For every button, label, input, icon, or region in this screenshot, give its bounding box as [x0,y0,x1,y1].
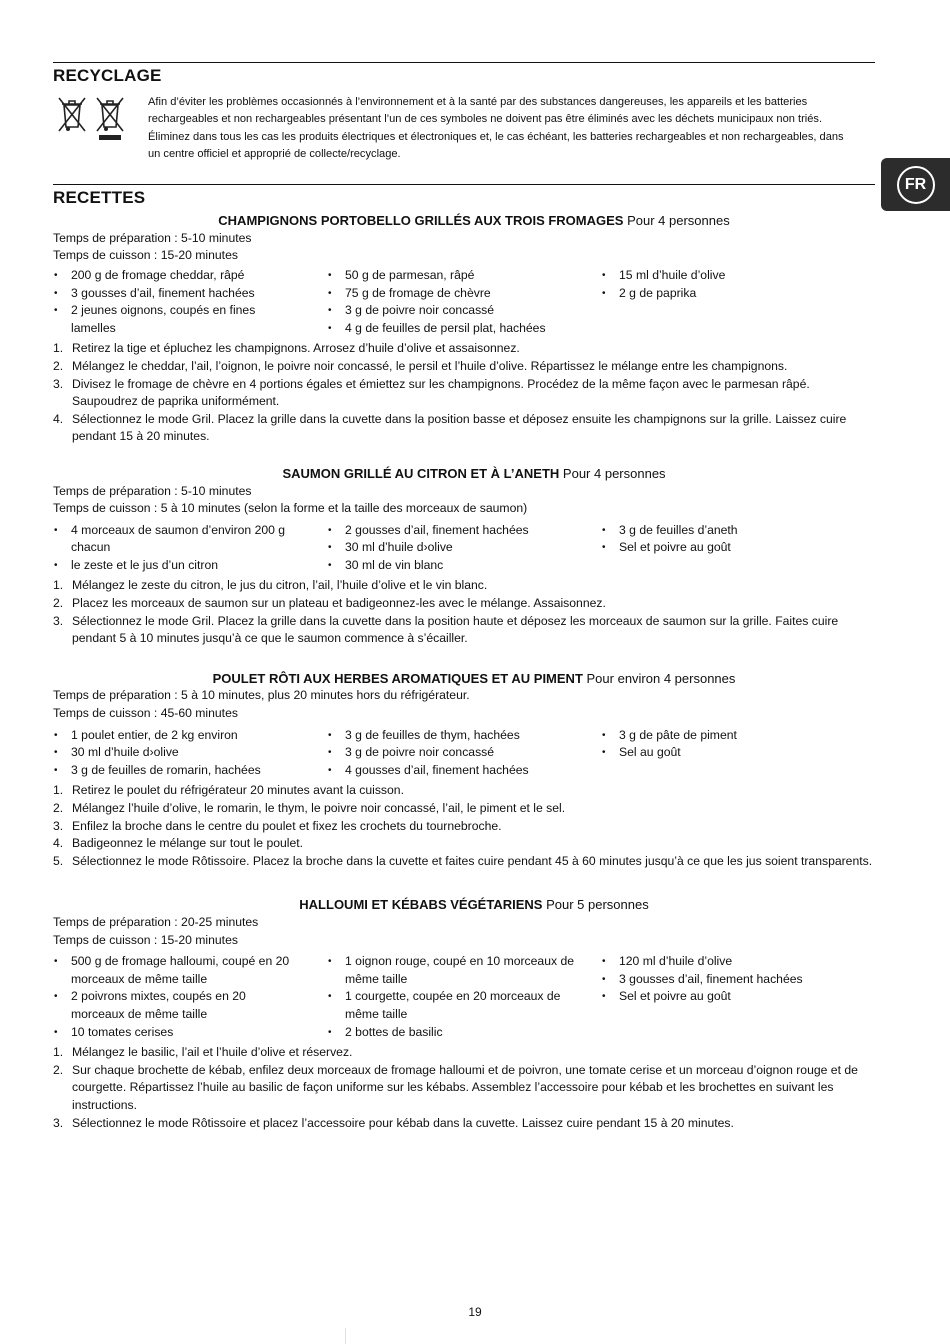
ingredient-column [53,953,327,1041]
ingredient-item: • 2 jeunes oignons, coupés en fines lamelles [53,302,327,337]
ingredient-column [327,267,601,337]
cook-time: Temps de cuisson : 45-60 minutes [53,706,238,721]
ingredient-item: • 50 g de parmesan, râpé [327,267,601,285]
ingredient-item: • 1 oignon rouge, coupé en 10 morceaux de même taille [327,953,601,988]
ingredient-column [53,267,327,337]
ingredient-item: • 2 gousses d’ail, finement hachées [327,522,601,540]
step-item: 1. Mélangez le basilic, l’ail et l’huile d’olive et réservez. [53,1045,353,1060]
recipe [53,896,875,1132]
recipe-serves: Pour environ 4 personnes [586,670,736,686]
ingredients [53,267,875,337]
recipe-name: POULET RÔTI AUX HERBES AROMATIQUES ET AU PIMENT [212,670,583,686]
ingredient-item: • 1 courgette, coupée en 20 morceaux de même taille [327,988,601,1023]
ingredient-column [53,522,327,575]
recipe-title [53,896,875,914]
crop-mark [345,1328,346,1344]
ingredient-item: • 75 g de fromage de chèvre [327,285,601,303]
prep-time: Temps de préparation : 5-10 minutes [53,230,252,245]
ingredient-item: • 4 g de feuilles de persil plat, hachées [327,320,601,338]
recyclage-block [53,94,875,163]
recipe-title [53,670,875,688]
ingredient-item: • 3 g de feuilles d’aneth [601,522,875,540]
ingredient-item: • 120 ml d’huile d’olive [601,953,875,971]
ingredient-item: • 3 g de pâte de piment [601,727,875,745]
recettes-title: RECETTES [53,188,146,208]
ingredient-item: • 2 bottes de basilic [327,1024,601,1042]
prep-time: Temps de préparation : 5 à 10 minutes, plus 20 minutes hors du réfrigérateur. [53,688,470,703]
ingredient-item: • 15 ml d’huile d’olive [601,267,875,285]
language-tab [881,158,950,211]
crossed-bin-icon [55,94,89,134]
ingredient-item: • 4 morceaux de saumon d’environ 200 g chacun [53,522,327,557]
step-item: 5. Sélectionnez le mode Rôtissoire. Placez la broche dans la cuvette et faites cuire pendant 45 à 60 minutes jusqu’à ce que les jus soient transparents. [53,853,873,868]
page-number: 19 [468,1305,482,1319]
ingredient-item: • 3 g de feuilles de romarin, hachées [53,762,327,780]
step-item: 2. Mélangez le cheddar, l’ail, l’oignon, le poivre noir concassé, le persil et l’huile d’olive. Répartissez le mélange entre les champignons. [53,358,788,373]
recipe [53,670,875,871]
ingredient-item: • 1 poulet entier, de 2 kg environ [53,727,327,745]
weee-symbols [55,94,131,142]
step-item: 2. Placez les morceaux de saumon sur un plateau et badigeonnez-les avec le mélange. Assaisonnez. [53,596,606,611]
ingredient-column [327,522,601,575]
ingredient-item: • 3 g de feuilles de thym, hachées [327,727,601,745]
recipe-serves: Pour 4 personnes [627,213,730,229]
prep-time: Temps de préparation : 5-10 minutes [53,483,252,498]
ingredients [53,522,875,575]
ingredient-item: • 4 gousses d’ail, finement hachées [327,762,601,780]
recipe-name: HALLOUMI ET KÉBABS VÉGÉTARIENS [299,897,543,913]
ingredients [53,953,875,1041]
step-item: 3. Divisez le fromage de chèvre en 4 portions égales et émiettez sur les champignons. Procédez de la même façon avec le parmesan râpé. Saupoudrez de paprika uniformément. [53,376,810,409]
cook-time: Temps de cuisson : 5 à 10 minutes (selon la forme et la taille des morceaux de saumon) [53,501,528,516]
step-item: 2. Sur chaque brochette de kébab, enfilez deux morceaux de fromage halloumi et de poivron, une tomate cerise et un morceau d’oignon rouge et de courgette. Répartissez l’huile au basilic de façon uniforme sur les kébabs. Assemblez l’accessoire pour kébab et les brochettes en suivant les instructions. [53,1062,858,1112]
cook-time: Temps de cuisson : 15-20 minutes [53,248,238,263]
steps [53,340,875,446]
ingredient-column [601,267,875,337]
prep-time: Temps de préparation : 20-25 minutes [53,914,259,929]
ingredient-item: • 3 g de poivre noir concassé [327,744,601,762]
ingredient-column [53,727,327,780]
page-content [53,62,875,1132]
ingredient-item: • 2 poivrons mixtes, coupés en 20 morceaux de même taille [53,988,327,1023]
ingredient-item: • Sel et poivre au goût [601,988,875,1006]
steps [53,577,875,647]
ingredient-item: • 200 g de fromage cheddar, râpé [53,267,327,285]
ingredient-item: • Sel au goût [601,744,875,762]
ingredient-item: • Sel et poivre au goût [601,539,875,557]
ingredient-item: • 30 ml de vin blanc [327,557,601,575]
recipe [53,212,875,446]
ingredient-item: • 3 gousses d’ail, finement hachées [601,971,875,989]
recipe-serves: Pour 5 personnes [546,897,649,913]
step-item: 3. Sélectionnez le mode Gril. Placez la grille dans la cuvette dans la position haute et déposez les morceaux de saumon sur la grille. Faites cuire pendant 5 à 10 minutes jusqu’à ce que le saumon commence à s’écailler. [53,613,839,646]
ingredient-item: • 500 g de fromage halloumi, coupé en 20 morceaux de même taille [53,953,327,988]
recyclage-text: Afin d’éviter les problèmes occasionnés à l’environnement et à la santé par des substances dangereuses, les appareils et les batteries rechargeables et non rechargeables présentant l’un de ces symboles ne doivent pas être éliminés avec les déchets municipaux non triés. Éliminez dans tous les cas les produits électriques et électroniques et, le cas échéant, les batteries rechargeables et non rechargeables, dans un centre officiel et approprié de collecte/recyclage. [148,96,844,160]
ingredient-item: • 3 gousses d’ail, finement hachées [53,285,327,303]
step-item: 2. Mélangez l’huile d’olive, le romarin, le thym, le poivre noir concassé, l’ail, le piment et le sel. [53,801,566,815]
crossed-bin-bar-icon [93,94,127,142]
ingredient-column [601,953,875,1041]
step-item: 1. Retirez la tige et épluchez les champignons. Arrosez d’huile d’olive et assaisonnez. [53,341,520,356]
language-badge: FR [897,166,935,204]
recipe-serves: Pour 4 personnes [562,465,666,481]
ingredients [53,727,875,780]
section-rule [53,62,875,63]
step-item: 3. Enfilez la broche dans le centre du poulet et fixez les crochets du tournebroche. [53,818,502,833]
ingredient-column [327,727,601,780]
ingredient-item: • 30 ml d’huile d›olive [53,744,327,762]
cook-time: Temps de cuisson : 15-20 minutes [53,932,238,947]
recipe-title [53,212,875,230]
recipe-title [53,465,875,483]
step-item: 4. Sélectionnez le mode Gril. Placez la grille dans la cuvette dans la position basse et déposez ensuite les champignons sur la grille. Laissez cuire pendant 15 à 20 minutes. [53,411,847,444]
steps [53,1044,875,1132]
step-item: 1. Mélangez le zeste du citron, le jus du citron, l’ail, l’huile d’olive et le vin blanc. [53,578,488,593]
section-rule [53,184,875,185]
ingredient-item: • 30 ml d’huile d›olive [327,539,601,557]
step-item: 4. Badigeonnez le mélange sur tout le poulet. [53,836,304,851]
ingredient-item: • 10 tomates cerises [53,1024,327,1042]
ingredient-item: • le zeste et le jus d’un citron [53,557,327,575]
step-item: 3. Sélectionnez le mode Rôtissoire et placez l’accessoire pour kébab dans la cuvette. Laissez cuire pendant 15 à 20 minutes. [53,1115,734,1130]
step-item: 1. Retirez le poulet du réfrigérateur 20 minutes avant la cuisson. [53,783,404,798]
recipe-name: SAUMON GRILLÉ AU CITRON ET À L’ANETH [282,465,560,481]
recyclage-title: RECYCLAGE [53,66,162,85]
ingredient-column [601,727,875,780]
ingredient-item: • 2 g de paprika [601,285,875,303]
steps [53,782,875,870]
recipe-name: CHAMPIGNONS PORTOBELLO GRILLÉS AUX TROIS FROMAGES [218,213,624,229]
ingredient-column [327,953,601,1041]
ingredient-item: • 3 g de poivre noir concassé [327,302,601,320]
recipe [53,465,875,648]
ingredient-column [601,522,875,575]
